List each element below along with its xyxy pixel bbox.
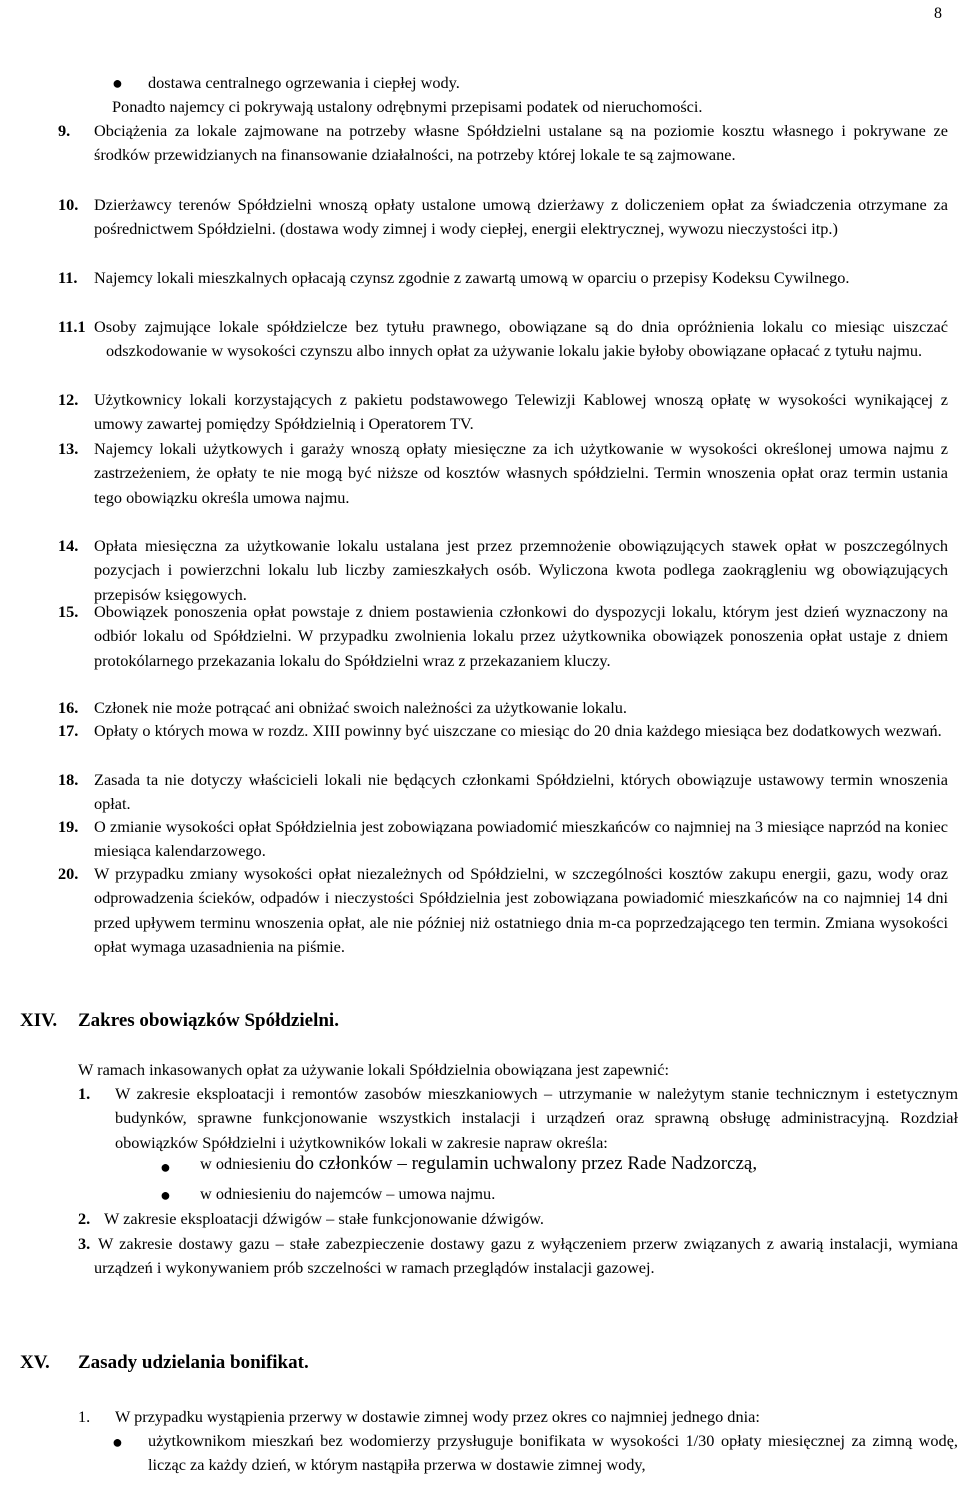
item-text-16: Członek nie może potrącać ani obniżać swoich należności za użytkowanie lokalu. bbox=[94, 698, 627, 717]
bullet-text-heating: dostawa centralnego ogrzewania i ciepłej wody. bbox=[148, 73, 460, 92]
item-number-10: 10. bbox=[58, 195, 79, 214]
section-number-xiv: XIV. bbox=[20, 1010, 58, 1031]
xiv-item-number-2: 2. bbox=[78, 1209, 91, 1228]
item-text-11: Najemcy lokali mieszkalnych opłacają czynsz zgodnie z zawartą umową w oparciu o przepisy Kodeksu Cywilnego. bbox=[94, 268, 850, 287]
item-text-15: Obowiązek ponoszenia opłat powstaje z dniem postawienia członkowi do dyspozycji lokalu, którym jest dzień wyznaczony na odbiór lokalu od Spółdzielni. W przypadku zwolnienia lokalu przez użytkownika obowiązek ponoszenia opłat ustaje z dniem protokólarnego przekazania lokalu do Spółdzielni wraz z przekazaniem kluczy. bbox=[94, 602, 948, 670]
item-number-20: 20. bbox=[58, 864, 79, 883]
bullet-icon: ● bbox=[112, 73, 123, 93]
item-text-14: Opłata miesięczna za użytkowanie lokalu ustalana jest przez przemnożenie obowiązujących stawek opłat w poszczególnych pozycjach i powierzchni lokalu lub liczby zamieszkałych osób. Wyliczona kwota podlega zaokrągleniu wg obowiązujących przepisów księgowych. bbox=[94, 536, 948, 604]
bullet-icon: ● bbox=[160, 1185, 171, 1205]
item-number-9: 9. bbox=[58, 121, 71, 140]
item-number-12: 12. bbox=[58, 390, 79, 409]
xv-item-text-1: W przypadku wystąpienia przerwy w dostawie zimnej wody przez okres co najmniej jednego dnia: bbox=[115, 1407, 760, 1426]
bullet-icon: ● bbox=[112, 1432, 123, 1452]
item-number-19: 19. bbox=[58, 817, 79, 836]
xiv-bullet-members-b: do członków – regulamin uchwalony przez Rade Nadzorczą, bbox=[294, 1153, 758, 1174]
item-number-11: 11. bbox=[58, 268, 78, 287]
xiv-bullet-members-a: w odniesieniu bbox=[200, 1154, 295, 1173]
xiv-item-text-3-body: W zakresie dostawy gazu – stałe zabezpieczenie dostawy gazu z wyłączeniem przerw związanych z awarią instalacji, wymiana urządzeń i wykonywaniem prób szczelności w ramach przeglądów instalacji gazowej. bbox=[94, 1234, 958, 1278]
item-text-11-1 bbox=[94, 315, 948, 364]
item-number-17: 17. bbox=[58, 721, 79, 740]
xiv-item-text-1: W zakresie eksploatacji i remontów zasobów mieszkaniowych – utrzymanie w należytym stanie technicznym i estetycznym budynków, sprawne funkcjonowanie wszystkich instalacji i urządzeń oraz sprawną obsługę administracyjną. Rozdział obowiązków Spółdzielni i użytkowników lokali w zakresie napraw określa: bbox=[115, 1084, 958, 1152]
tax-note: Ponadto najemcy ci pokrywają ustalony odrębnymi przepisami podatek od nieruchomości. bbox=[112, 97, 703, 116]
bullet-icon: ● bbox=[160, 1157, 171, 1177]
page-number: 8 bbox=[934, 5, 942, 22]
item-text-11-1-body: Osoby zajmujące lokale spółdzielcze bez tytułu prawnego, obowiązane są do dnia opróżnienia lokalu co miesiąc uiszczać odszkodowanie w wysokości czynszu albo innych opłat za używanie lokalu jakie byłoby obowiązane opłacać z tytułu najmu. bbox=[94, 317, 948, 361]
item-text-9: Obciążenia za lokale zajmowane na potrzeby własne Spółdzielni ustalane są na poziomie kosztu własnego i pokrywane ze środków przewidzianych na finansowanie działalności, na potrzeby której lokale te są zajmowane. bbox=[94, 121, 948, 165]
item-number-11-1: 11.1 bbox=[58, 317, 86, 336]
item-number-15: 15. bbox=[58, 602, 79, 621]
item-text-20: W przypadku zmiany wysokości opłat niezależnych od Spółdzielni, w szczególności kosztów zakupu energii, gazu, wody oraz odprowadzenia ścieków, odpadów i nieczystości Spółdzielnia jest zobowiązana powiadomić mieszkańców na co najmniej 14 dni przed upływem terminu wnoszenia opłat, ale nie później niż ostatniego dnia m-ca poprzedzającego ten termin. Zmiana wysokości opłat wymaga uzasadnienia na piśmie. bbox=[94, 864, 948, 956]
item-text-19: O zmianie wysokości opłat Spółdzielnia jest zobowiązana powiadomić mieszkańców co najmniej na 3 miesiące naprzód na koniec miesiąca kalendarzowego. bbox=[94, 817, 948, 861]
item-number-13: 13. bbox=[58, 439, 79, 458]
item-text-10: Dzierżawcy terenów Spółdzielni wnoszą opłaty ustalone umową dzierżawy z doliczeniem opłat za świadczenia otrzymane za pośrednictwem Spółdzielni. (dostawa wody zimnej i wody ciepłej, energii elektrycznej, wywozu nieczystości itp.) bbox=[94, 195, 948, 239]
section-xiv-intro: W ramach inkasowanych opłat za używanie lokali Spółdzielnia obowiązana jest zapewnić: bbox=[78, 1060, 670, 1079]
xv-item-number-1: 1. bbox=[78, 1407, 91, 1426]
item-number-14: 14. bbox=[58, 536, 79, 555]
xiv-bullet-tenants: w odniesieniu do najemców – umowa najmu. bbox=[200, 1184, 496, 1203]
xiv-item-text-3 bbox=[94, 1232, 958, 1281]
section-title-xv: Zasady udzielania bonifikat. bbox=[78, 1352, 309, 1373]
xiv-item-number-3: 3. bbox=[78, 1234, 91, 1253]
item-text-18: Zasada ta nie dotyczy właścicieli lokali nie będących członkami Spółdzielni, których obowiązuje ustawowy termin wnoszenia opłat. bbox=[94, 770, 948, 814]
section-title-xiv: Zakres obowiązków Spółdzielni. bbox=[78, 1010, 339, 1031]
item-number-18: 18. bbox=[58, 770, 79, 789]
item-text-17: Opłaty o których mowa w rozdz. XIII powinny być uiszczane co miesiąc do 20 dnia każdego miesiąca bez dodatkowych wezwań. bbox=[94, 721, 942, 740]
section-number-xv: XV. bbox=[20, 1352, 50, 1373]
item-text-12: Użytkownicy lokali korzystających z pakietu podstawowego Telewizji Kablowej wnoszą opłatę w wysokości wynikającej z umowy zawartej pomiędzy Spółdzielnią i Operatorem TV. bbox=[94, 390, 948, 434]
xiv-item-text-2: W zakresie eksploatacji dźwigów – stałe funkcjonowanie dźwigów. bbox=[104, 1209, 544, 1228]
xiv-bullet-members bbox=[200, 1152, 940, 1176]
xiv-item-number-1: 1. bbox=[78, 1084, 91, 1103]
xv-bullet-text-1: użytkownikom mieszkań bez wodomierzy przysługuje bonifikata w wysokości 1/30 opłaty miesięcznej za zimną wodę, licząc za każdy dzień, w którym nastąpiła przerwa w dostawie zimnej wody, bbox=[148, 1431, 958, 1475]
item-text-13: Najemcy lokali użytkowych i garaży wnoszą opłaty miesięczne za ich użytkowanie w wysokości określonej umowa najmu z zastrzeżeniem, że opłaty te nie mogą być niższe od kosztów własnych spółdzielni. Termin wnoszenia opłat oraz termin ustania tego obowiązku określa umowa najmu. bbox=[94, 439, 948, 507]
item-number-16: 16. bbox=[58, 698, 79, 717]
